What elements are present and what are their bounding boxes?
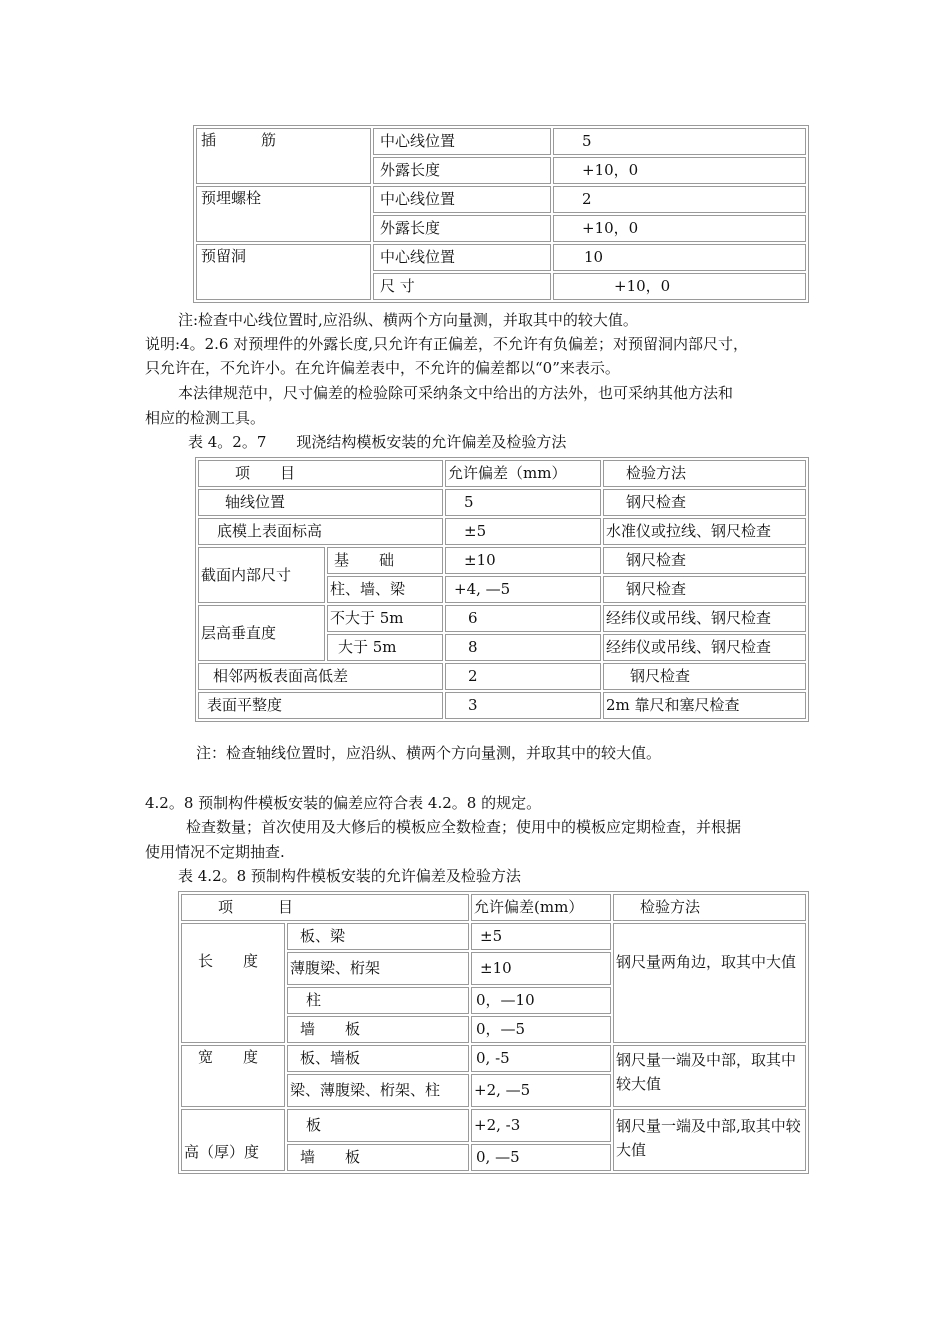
table-cell-item: 底模上表面标高 — [198, 518, 443, 545]
table-cell-method: 钢尺检查 — [603, 663, 806, 690]
table-cell-sub: 中心线位置 — [373, 128, 551, 155]
table-cell-tolerance: 0，—5 — [471, 1016, 611, 1043]
table-cell-item: 截面内部尺寸 — [198, 547, 325, 603]
table3-caption: 表 4.2。8 预制构件模板安装的允许偏差及检验方法 — [178, 867, 521, 885]
table-cell-tolerance: 6 — [445, 605, 601, 632]
table-cell-item: 长 度 — [181, 923, 285, 1043]
table-cell-sub: 板 — [287, 1109, 469, 1142]
table-cell-item: 预留洞 — [196, 244, 371, 300]
table-header-tolerance: 允许偏差(mm） — [471, 894, 611, 921]
table1-note: 注:检查中心线位置时,应沿纵、横两个方向量测，并取其中的较大值。 — [178, 311, 638, 329]
table-cell-item: 插 筋 — [196, 128, 371, 184]
table-cell-sub: 薄腹梁、桁架 — [287, 952, 469, 985]
table-cell-method: 钢尺检查 — [603, 576, 806, 603]
table-cell-tolerance: ±5 — [471, 923, 611, 950]
table-cell-item: 宽 度 — [181, 1045, 285, 1107]
table-cell-sub: 柱 — [287, 987, 469, 1014]
table-cell-tolerance: 0, —5 — [471, 1144, 611, 1171]
table-cell-value: +10，0 — [553, 157, 806, 184]
table-cell-tolerance: 0, -5 — [471, 1045, 611, 1072]
table-cell-item: 层高垂直度 — [198, 605, 325, 661]
table-cell-method: 钢尺检查 — [603, 489, 806, 516]
table-cell-sub: 中心线位置 — [373, 186, 551, 213]
table-cell-value: 5 — [553, 128, 806, 155]
table-cell-item: 表面平整度 — [198, 692, 443, 719]
table-cell-tolerance: 8 — [445, 634, 601, 661]
table-cell-value: +10，0 — [553, 215, 806, 242]
table-header-method: 检验方法 — [603, 460, 806, 487]
table-cell-sub: 尺 寸 — [373, 273, 551, 300]
table-cell-sub: 板、梁 — [287, 923, 469, 950]
check-quantity-line-1: 检查数量；首次使用及大修后的模板应全数检查；使用中的模板应定期检查，并根据 — [186, 818, 742, 836]
table-cell-sub: 基 础 — [327, 547, 443, 574]
table-cell-item: 预埋螺栓 — [196, 186, 371, 242]
table-cell-value: 2 — [553, 186, 806, 213]
table-cell-sub: 柱、墙、梁 — [327, 576, 443, 603]
table-cell-tolerance: +4, —5 — [445, 576, 601, 603]
table-cell-value: +10，0 — [553, 273, 806, 300]
table-cell-method: 钢尺量两角边，取其中大值 — [613, 923, 806, 1043]
table-cell-tolerance: 3 — [445, 692, 601, 719]
explanation-line-2: 只允许在，不允许小。在允许偏差表中，不允许的偏差都以“0”来表示。 — [145, 359, 620, 377]
table-cell-tolerance: ±10 — [471, 952, 611, 985]
table-cell-tolerance: ±10 — [445, 547, 601, 574]
law-paragraph-line-2: 相应的检测工具。 — [145, 409, 266, 427]
table-cell-tolerance: +2, -3 — [471, 1109, 611, 1142]
table-cell-sub: 大于 5m — [327, 634, 443, 661]
table-cell-method: 钢尺检查 — [603, 547, 806, 574]
table-cell-sub: 外露长度 — [373, 157, 551, 184]
table-cell-method: 钢尺量一端及中部,取其中较大值 — [613, 1109, 806, 1171]
explanation-line-1: 说明:4。2.6 对预埋件的外露长度,只允许有正偏差，不允许有负偏差；对预留洞内部尺寸， — [145, 335, 748, 353]
precast-formwork-table — [178, 891, 809, 1174]
table-cell-item: 高（厚）度 — [181, 1109, 285, 1171]
table-cell-value: 10 — [553, 244, 806, 271]
table-cell-method: 水准仪或拉线、钢尺检查 — [603, 518, 806, 545]
table-cell-method: 钢尺量一端及中部，取其中较大值 — [613, 1045, 806, 1107]
table-header-tolerance: 允许偏差（mm） — [445, 460, 601, 487]
embedded-parts-table — [193, 125, 809, 303]
law-paragraph-line-1: 本法律规范中，尺寸偏差的检验除可采纳条文中给出的方法外，也可采纳其他方法和 — [178, 384, 734, 402]
table-header-item: 项 目 — [198, 460, 443, 487]
table-header-method: 检验方法 — [613, 894, 806, 921]
table-cell-item: 轴线位置 — [198, 489, 443, 516]
table-cell-method: 经纬仪或吊线、钢尺检查 — [603, 634, 806, 661]
table2-note: 注：检查轴线位置时，应沿纵、横两个方向量测，并取其中的较大值。 — [196, 744, 662, 762]
table-header-item: 项 目 — [181, 894, 469, 921]
table-cell-method: 经纬仪或吊线、钢尺检查 — [603, 605, 806, 632]
table-cell-sub: 墙 板 — [287, 1016, 469, 1043]
table-cell-tolerance: 2 — [445, 663, 601, 690]
table-cell-method: 2m 靠尺和塞尺检查 — [603, 692, 806, 719]
table-cell-sub: 梁、薄腹梁、桁架、柱 — [287, 1074, 469, 1107]
table-cell-sub: 不大于 5m — [327, 605, 443, 632]
table-cell-sub: 中心线位置 — [373, 244, 551, 271]
table-cell-tolerance: 5 — [445, 489, 601, 516]
table-cell-sub: 板、墙板 — [287, 1045, 469, 1072]
table-cell-tolerance: ±5 — [445, 518, 601, 545]
table2-caption: 表 4。2。7 现浇结构模板安装的允许偏差及检验方法 — [188, 433, 567, 451]
table-cell-sub: 外露长度 — [373, 215, 551, 242]
table-cell-sub: 墙 板 — [287, 1144, 469, 1171]
check-quantity-line-2: 使用情况不定期抽查. — [145, 843, 285, 861]
table-cell-item: 相邻两板表面高低差 — [198, 663, 443, 690]
table-cell-tolerance: +2, —5 — [471, 1074, 611, 1107]
section-heading-4-2-8: 4.2。8 预制构件模板安装的偏差应符合表 4.2。8 的规定。 — [145, 794, 542, 812]
cast-in-place-formwork-table — [195, 457, 809, 722]
table-cell-tolerance: 0，—10 — [471, 987, 611, 1014]
